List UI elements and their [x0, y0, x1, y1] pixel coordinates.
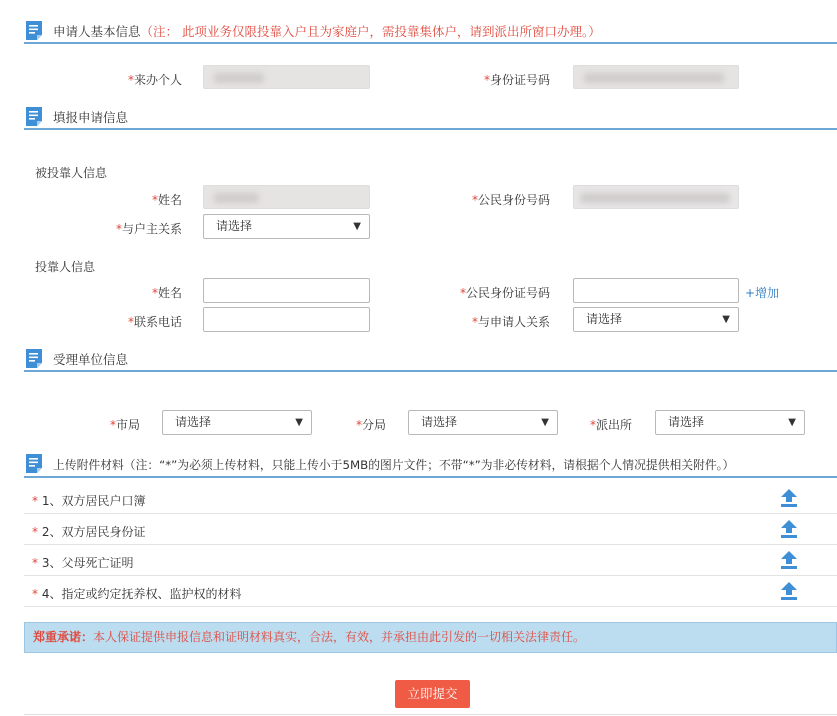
dropdown-arrow-icon: ▼ — [353, 221, 361, 232]
applicant-id-label: *身份证号码 — [483, 73, 550, 87]
attachment-row: * 2、双方居民身份证 — [24, 514, 837, 545]
branch-label: *分局 — [355, 418, 386, 432]
dropdown-arrow-icon: ▼ — [541, 417, 549, 428]
upload-icon[interactable] — [781, 551, 797, 569]
add-seeker-link[interactable]: +增加 — [745, 286, 780, 300]
seeker-phone-label: *联系电话 — [127, 315, 182, 329]
divider — [24, 714, 837, 715]
dropdown-arrow-icon: ▼ — [295, 417, 303, 428]
city-select[interactable]: 请选择 ▼ — [162, 410, 312, 435]
seeker-group-label: 投靠人信息 — [35, 260, 96, 274]
section-title-applicant: 申请人基本信息 — [53, 24, 141, 39]
upload-icon[interactable] — [781, 520, 797, 538]
station-label: *派出所 — [589, 418, 632, 432]
seeker-id-input[interactable] — [573, 278, 739, 303]
applicant-id-field — [573, 65, 739, 89]
dependent-name-field — [203, 185, 370, 209]
section-header-fill — [24, 106, 837, 130]
dependent-relation-label: *与户主关系 — [115, 222, 182, 236]
dropdown-arrow-icon: ▼ — [788, 417, 796, 428]
document-icon — [26, 349, 42, 368]
seeker-id-label: *公民身份证号码 — [459, 286, 550, 300]
attachment-label: 4、指定或约定抚养权、监护权的材料 — [41, 587, 242, 601]
dependent-id-label: *公民身份号码 — [471, 193, 550, 207]
section-header-attach — [24, 452, 837, 478]
section-title-fill: 填报申请信息 — [53, 110, 129, 125]
document-icon — [26, 454, 42, 473]
seeker-phone-input[interactable] — [203, 307, 370, 332]
section-title-unit: 受理单位信息 — [53, 352, 129, 367]
promise-banner — [24, 622, 837, 653]
branch-select[interactable]: 请选择 ▼ — [408, 410, 558, 435]
section-title-attach: 上传附件材料（注：“*”为必须上传材料，只能上传小于5MB的图片文件；不带“*”为非必传材料，请根据个人情况提供相关附件。） — [53, 458, 735, 472]
seeker-relation-select[interactable]: 请选择 ▼ — [573, 307, 739, 332]
attachment-row: * 1、双方居民户口簿 — [24, 483, 837, 514]
seeker-relation-label: *与申请人关系 — [471, 315, 550, 329]
upload-icon[interactable] — [781, 582, 797, 600]
promise-lead: 郑重承诺： — [33, 630, 94, 644]
attachment-label: 2、双方居民身份证 — [41, 525, 146, 539]
section-note-applicant: （注： 此项业务仅限投靠入户且为家庭户，需投靠集体户，请到派出所窗口办理。） — [140, 24, 601, 39]
dependent-name-label: *姓名 — [151, 193, 182, 207]
section-header-applicant — [24, 20, 837, 44]
station-select[interactable]: 请选择 ▼ — [655, 410, 805, 435]
document-icon — [26, 21, 42, 40]
agent-name-field — [203, 65, 370, 89]
dependent-group-label: 被投靠人信息 — [35, 166, 108, 180]
attachment-label: 1、双方居民户口簿 — [41, 494, 146, 508]
section-header-unit — [24, 348, 837, 372]
agent-label: *来办个人 — [127, 73, 182, 87]
submit-button[interactable]: 立即提交 — [395, 680, 470, 708]
promise-text: 本人保证提供申报信息和证明材料真实，合法，有效，并承担由此引发的一切相关法律责任。 — [93, 630, 586, 644]
seeker-name-input[interactable] — [203, 278, 370, 303]
dropdown-arrow-icon: ▼ — [722, 314, 730, 325]
attachment-label: 3、父母死亡证明 — [41, 556, 134, 570]
attachment-row: * 3、父母死亡证明 — [24, 545, 837, 576]
attachment-row: * 4、指定或约定抚养权、监护权的材料 — [24, 576, 837, 607]
upload-icon[interactable] — [781, 489, 797, 507]
document-icon — [26, 107, 42, 126]
seeker-name-label: *姓名 — [151, 286, 182, 300]
dependent-relation-select[interactable]: 请选择 ▼ — [203, 214, 370, 239]
dependent-id-field — [573, 185, 739, 209]
city-label: *市局 — [109, 418, 140, 432]
